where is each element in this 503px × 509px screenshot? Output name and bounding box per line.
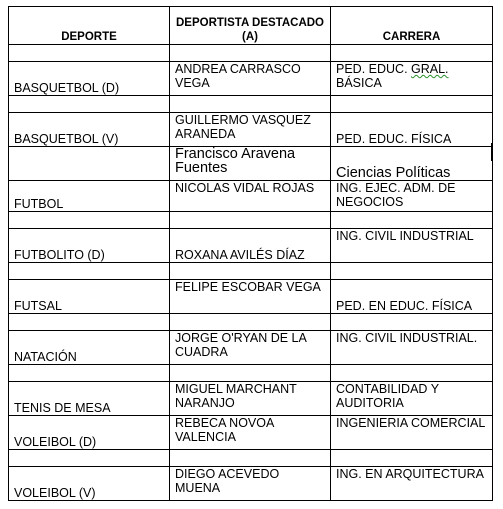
cell-deportista: REBECA NOVOA VALENCIA [170,416,331,450]
carrera-text: PED. EDUC. [336,62,412,76]
carrera-text-rest: BÁSICA [336,76,382,90]
cell-carrera: PED. EN EDUC. FÍSICA [331,280,493,314]
cell-deportista: JORGE O'RYAN DE LA CUADRA [170,331,331,365]
cell-deporte: FUTBOL [9,181,170,212]
cell-deportista: FELIPE ESCOBAR VEGA [170,280,331,314]
cell-deportista: ROXANA AVILÉS DÍAZ [170,229,331,263]
header-deporte: DEPORTE [9,7,170,45]
spacer-row [9,96,493,113]
cell-carrera [331,62,493,96]
cell-deporte: FUTSAL [9,280,170,314]
spacer-row [9,212,493,229]
header-deportista: DEPORTISTA DESTACADO (A) [170,7,331,45]
table-row [9,416,493,450]
cell-carrera: ING. EN ARQUITECTURA [331,467,493,501]
cell-deportista: GUILLERMO VASQUEZ ARANEDA [170,113,331,147]
cell-deportista: ANDREA CARRASCO VEGA [170,62,331,96]
table-row [9,62,493,96]
table-row [9,113,493,147]
table-row [9,229,493,263]
cell-deporte: BASQUETBOL (V) [9,113,170,147]
spacer-row [9,263,493,280]
cell-deportista: DIEGO ACEVEDO MUENA [170,467,331,501]
table-row [9,331,493,365]
cell-deportista: Francisco Aravena Fuentes [170,147,331,181]
cell-deportista: NICOLAS VIDAL ROJAS [170,181,331,212]
cell-carrera: Ciencias Políticas [331,147,493,181]
cell-carrera: ING. EJEC. ADM. DE NEGOCIOS [331,181,493,212]
athletes-table [8,6,493,501]
cell-deporte: NATACIÓN [9,331,170,365]
spacer-row [9,365,493,382]
cell-deporte: VOLEIBOL (V) [9,467,170,501]
cell-carrera: PED. EDUC. FÍSICA [331,113,493,147]
spacer-row [9,45,493,62]
spacer-row [9,314,493,331]
table-row [9,181,493,212]
cell-deporte: FUTBOLITO (D) [9,229,170,263]
cell-deporte [9,147,170,181]
table-row [9,382,493,416]
cell-deporte: VOLEIBOL (D) [9,416,170,450]
cell-carrera: CONTABILIDAD Y AUDITORIA [331,382,493,416]
header-row [9,7,493,45]
table-row [9,467,493,501]
cell-deporte: BASQUETBOL (D) [9,62,170,96]
table-row [9,147,493,181]
cell-deporte: TENIS DE MESA [9,382,170,416]
cell-carrera: ING. CIVIL INDUSTRIAL [331,229,493,263]
text-cursor [491,143,492,161]
spacer-row [9,450,493,467]
cell-deportista: MIGUEL MARCHANT NARANJO [170,382,331,416]
spellcheck-marked-word: GRAL. [411,62,449,76]
cell-carrera: ING. CIVIL INDUSTRIAL. [331,331,493,365]
table-row [9,280,493,314]
header-carrera: CARRERA [331,7,493,45]
cell-carrera: INGENIERIA COMERCIAL [331,416,493,450]
